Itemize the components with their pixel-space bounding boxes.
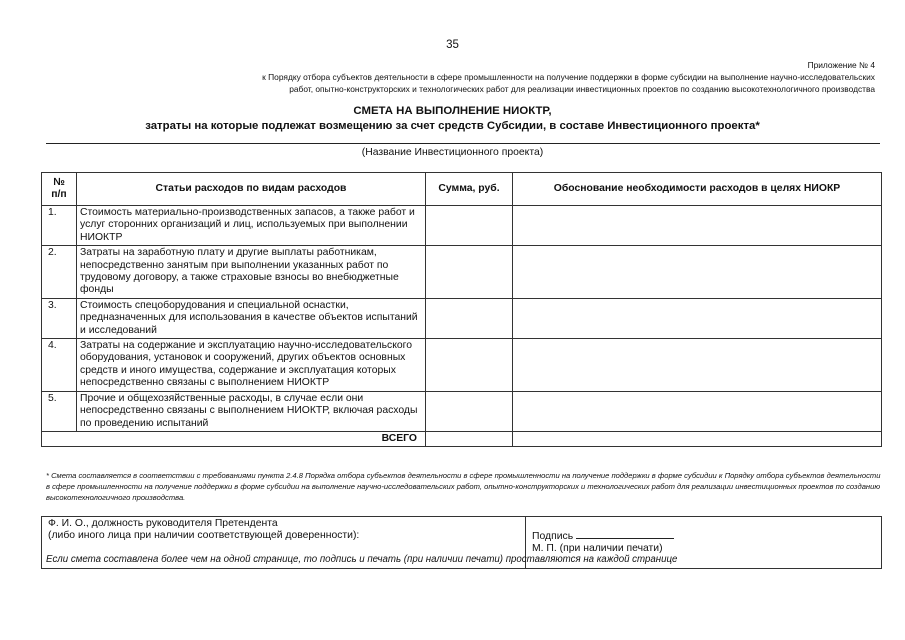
bottom-note: Если смета составлена более чем на одной странице, то подпись и печать (при наличии печати) проставляются на каждой странице — [46, 554, 678, 565]
row-amount-cell[interactable] — [426, 391, 513, 431]
signature-field[interactable] — [532, 529, 875, 543]
row-justification-cell[interactable] — [513, 206, 882, 246]
title-subtitle: затраты на которые подлежат возмещению за счет средств Субсидии, в составе Инвестиционного проекта* — [145, 120, 760, 132]
row-amount-cell[interactable] — [426, 206, 513, 246]
signatory-hint: (либо иного лица при наличии соответствующей доверенности): — [48, 530, 360, 542]
signature-blank-line[interactable] — [576, 529, 674, 539]
row-number: 3. — [42, 298, 77, 338]
row-amount-cell[interactable] — [426, 339, 513, 392]
table-row — [42, 339, 882, 392]
row-item: Затраты на содержание и эксплуатацию научно-исследовательского оборудования, установок и сооружений, других объектов основных средств и иного имущества, содержание и эксплуатация которых непосредственно связаны с выполнением НИОКТР — [77, 339, 426, 392]
header-number — [42, 173, 77, 206]
table-row — [42, 391, 882, 431]
total-empty-cell — [513, 431, 882, 446]
row-justification-cell[interactable] — [513, 246, 882, 299]
row-number: 2. — [42, 246, 77, 299]
header-number-line: № — [53, 176, 65, 188]
header-items: Статьи расходов по видам расходов — [77, 173, 426, 206]
table-header-row — [42, 173, 882, 206]
total-amount-cell[interactable] — [426, 431, 513, 446]
table-row — [42, 206, 882, 246]
document-title — [0, 104, 905, 134]
appendix-line: к Порядку отбора субъектов деятельности в сфере промышленности на получение поддержки в форме субсидии на выполнение научно-исследовательских — [262, 72, 875, 82]
row-justification-cell[interactable] — [513, 339, 882, 392]
row-item: Прочие и общехозяйственные расходы, в случае если они непосредственно связаны с выполнением НИОКТР, включая расходы по проведению испытаний — [77, 391, 426, 431]
appendix-line: работ, опытно-конструкторских и технологических работ для реализации инвестиционных проектов по созданию высокотехнологичного производства — [289, 84, 875, 94]
total-row — [42, 431, 882, 446]
row-item: Затраты на заработную плату и другие выплаты работникам, непосредственно занятым при выполнении указанных работ по трудовому договору, а также страховые взносы во внебюджетные фонды — [77, 246, 426, 299]
header-amount: Сумма, руб. — [426, 173, 513, 206]
row-number: 1. — [42, 206, 77, 246]
row-justification-cell[interactable] — [513, 391, 882, 431]
row-amount-cell[interactable] — [426, 298, 513, 338]
table-row — [42, 298, 882, 338]
project-name-line[interactable] — [46, 143, 880, 144]
header-justification: Обоснование необходимости расходов в целях НИОКР — [513, 173, 882, 206]
project-name-caption: (Название Инвестиционного проекта) — [361, 147, 544, 158]
title-main: СМЕТА НА ВЫПОЛНЕНИЕ НИОКТР, — [353, 105, 552, 117]
appendix-number: Приложение № 4 — [807, 60, 875, 70]
stamp-label: М. П. (при наличии печати) — [532, 543, 663, 555]
row-item: Стоимость материально-производственных запасов, а также работ и услуг сторонних организаций и лиц, используемых при выполнении НИОКТР — [77, 206, 426, 246]
table-row — [42, 246, 882, 299]
expenses-table — [41, 172, 882, 447]
row-number: 4. — [42, 339, 77, 392]
appendix-reference — [262, 59, 875, 95]
row-number: 5. — [42, 391, 77, 431]
total-label: ВСЕГО — [42, 431, 426, 446]
header-number-line: п/п — [51, 189, 67, 200]
row-amount-cell[interactable] — [426, 246, 513, 299]
row-justification-cell[interactable] — [513, 298, 882, 338]
signatory-label: Ф. И. О., должность руководителя Претендента — [48, 518, 278, 529]
footnote: * Смета составляется в соответствии с требованиями пункта 2.4.8 Порядка отбора субъектов деятельности в сфере промышленности на получение поддержки в форме субсидии к Порядку отбора субъектов деятельности в сфере промышленности на получение поддержки в форме субсидии на выполнение научно-исследовательских работ, опытно-конструкторских и технологических работ для реализации инвестиционных проектов по созданию высокотехнологичного производства. — [46, 471, 881, 502]
signature-label: Подпись — [532, 531, 574, 542]
row-item: Стоимость спецоборудования и специальной оснастки, предназначенных для использования в качестве объектов испытаний и исследований — [77, 298, 426, 338]
page-number: 35 — [446, 39, 459, 51]
